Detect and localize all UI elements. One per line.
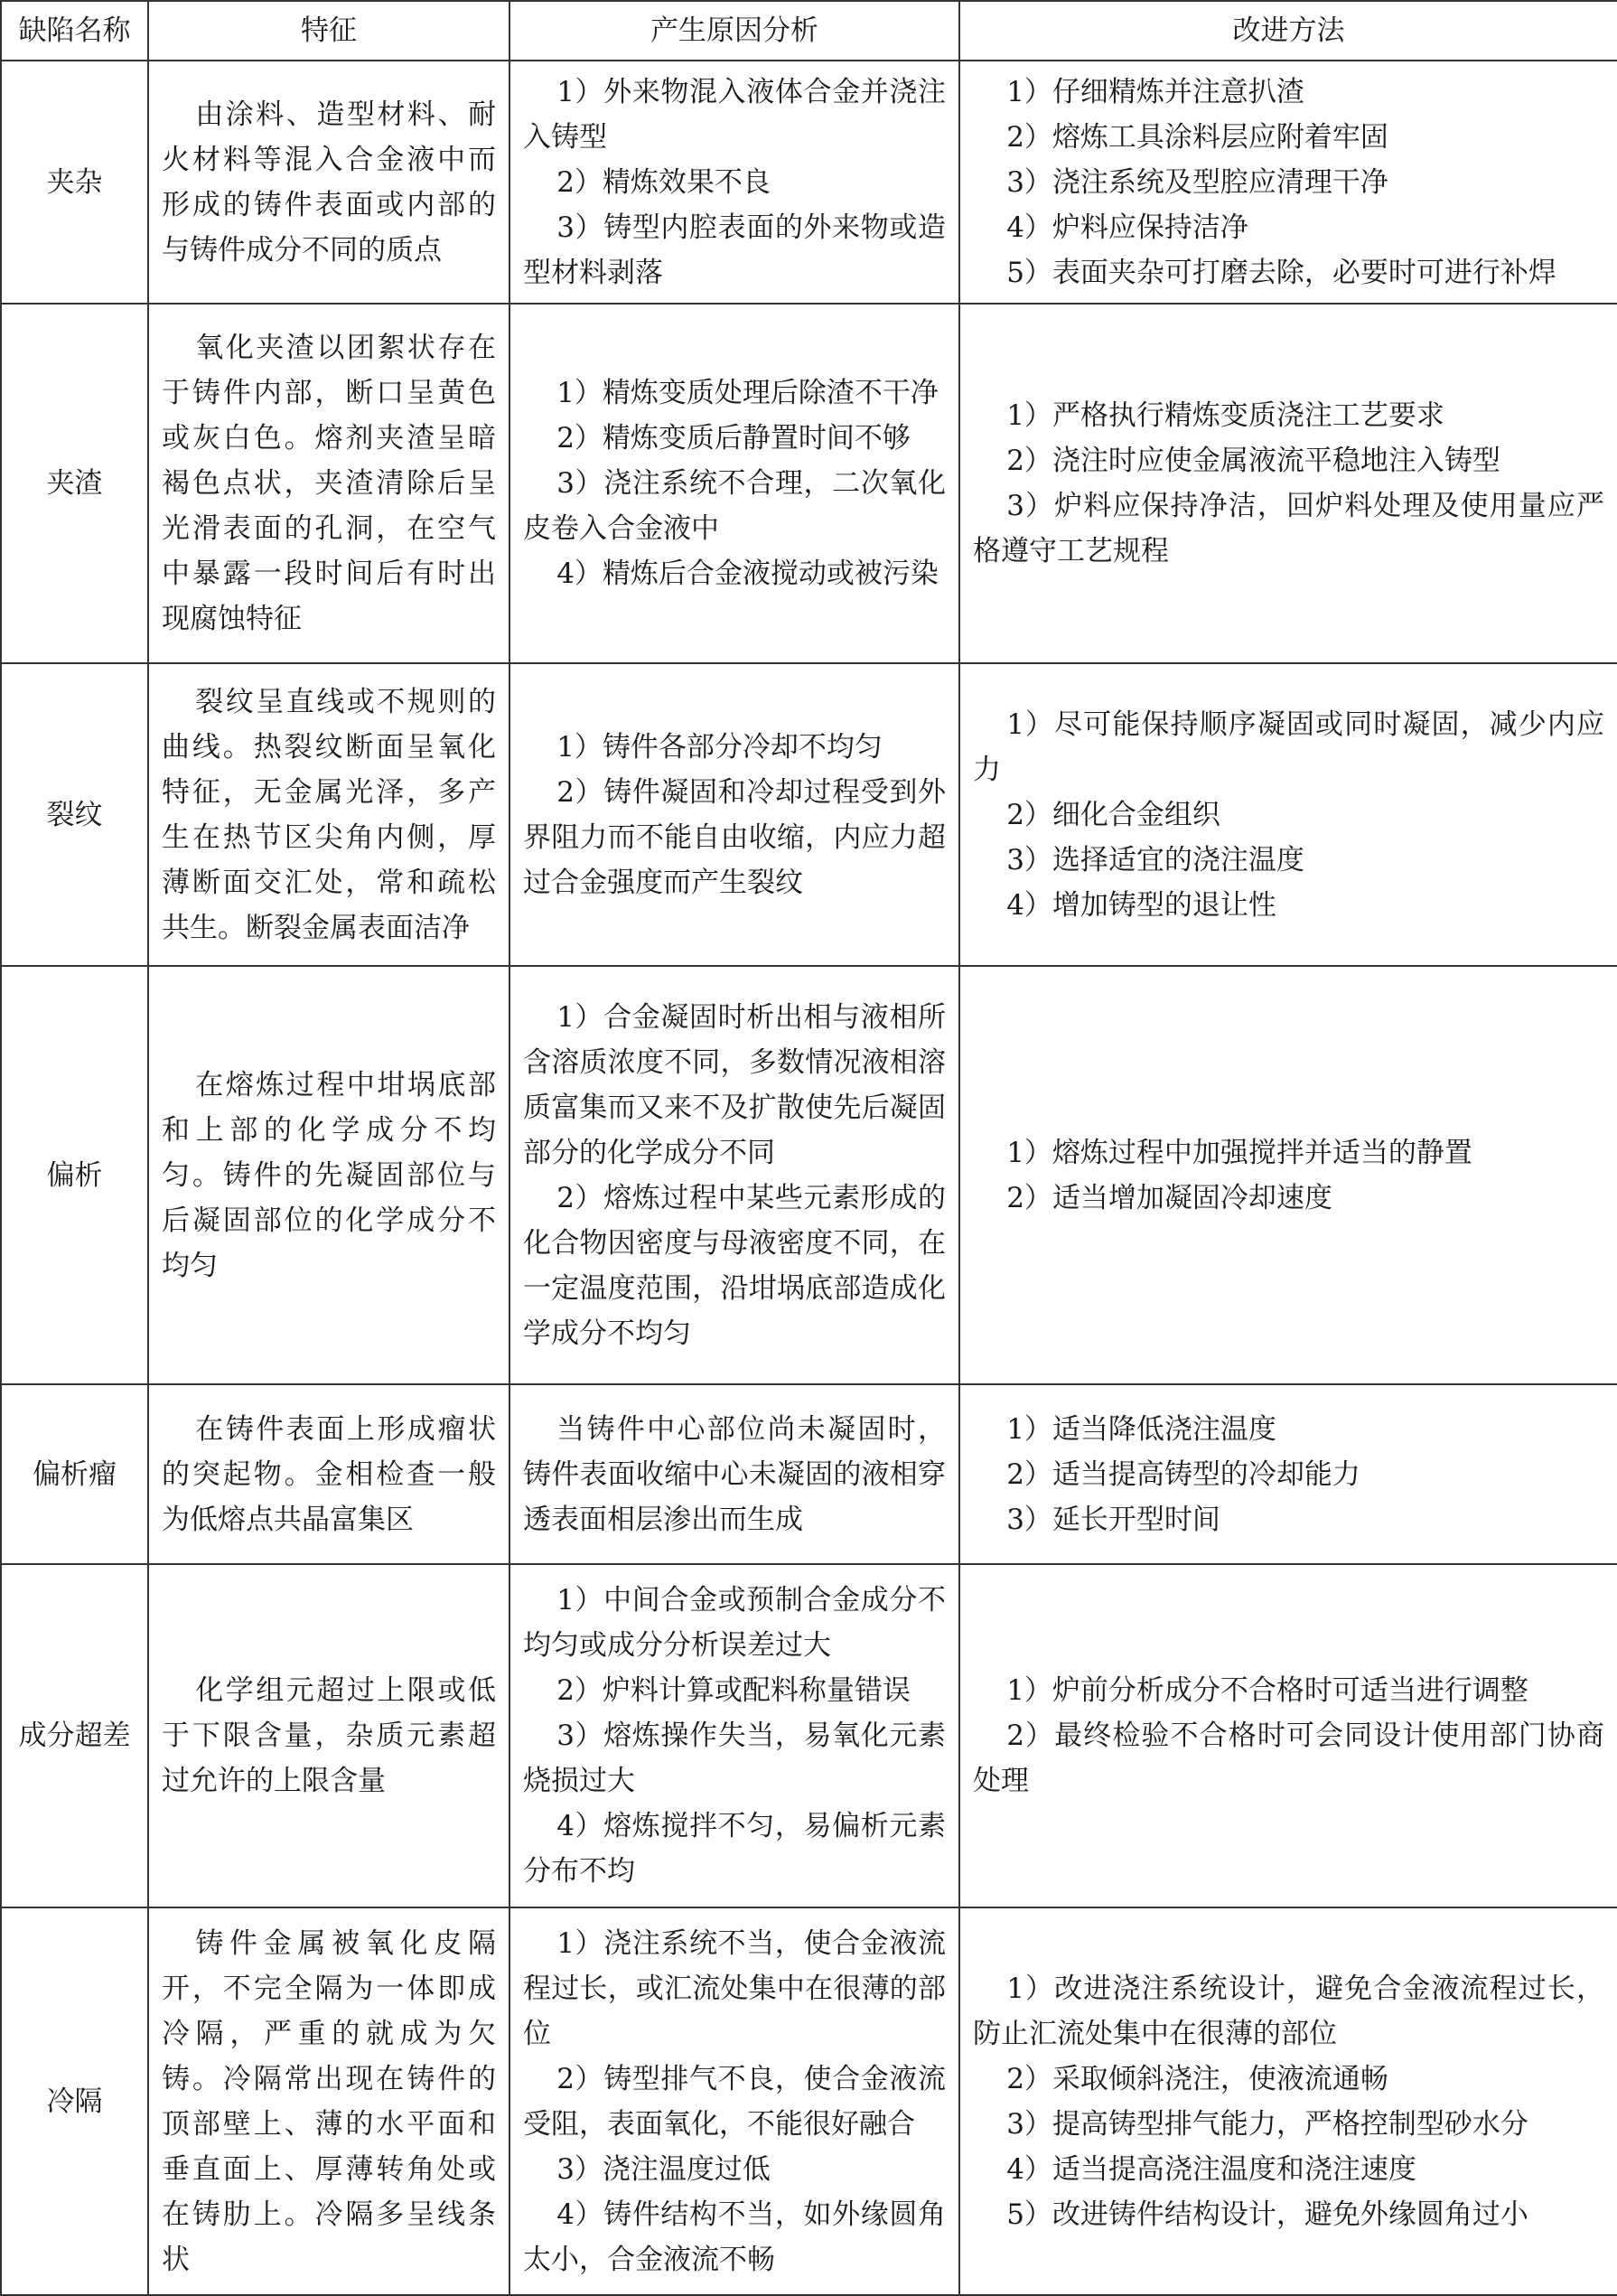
defect-fixes: [959, 304, 1617, 663]
cause-item: 1）铸件各部分冷却不均匀: [556, 730, 883, 764]
defect-name: 冷隔: [1, 1907, 148, 2295]
defect-causes: [509, 966, 959, 1384]
fix-item: 2）熔炼工具涂料层应附着牢固: [1006, 120, 1388, 154]
fix-item: 4）炉料应保持洁净: [1006, 211, 1248, 244]
defect-fixes: [959, 1564, 1617, 1907]
fix-item: 5）表面夹杂可打磨去除，必要时可进行补焊: [1006, 256, 1556, 289]
cause-item: 4）精炼后合金液搅动或被污染: [556, 558, 939, 590]
fix-item: 3）浇注系统及型腔应清理干净: [1006, 165, 1388, 199]
fix-item: 3）炉料应保持净洁，回炉料处理及使用量应严格遵守工艺规程: [973, 490, 1604, 567]
defect-feature: [148, 61, 509, 304]
header-row: [1, 1, 1617, 61]
header-feature: 特征: [148, 1, 509, 61]
cause-item: 2）精炼效果不良: [556, 165, 771, 199]
table-row: [1, 1564, 1617, 1907]
table-row: [1, 663, 1617, 966]
defect-name: 成分超差: [1, 1564, 148, 1907]
defect-causes: [509, 1384, 959, 1564]
cause-item: 2）熔炼过程中某些元素形成的化合物因密度与母液密度不同，在一定温度范围，沿坩埚底部造成化学成分不均匀: [523, 1181, 946, 1350]
defect-name: 夹杂: [1, 61, 148, 304]
cause-item: 3）熔炼操作失当，易氧化元素烧损过大: [523, 1720, 946, 1797]
defect-name: 偏析瘤: [1, 1384, 148, 1564]
defect-causes: [509, 61, 959, 304]
fix-item: 2）最终检验不合格时可会同设计使用部门协商处理: [973, 1720, 1604, 1797]
fix-item: 2）采取倾斜浇注，使液流通畅: [1006, 2062, 1388, 2095]
defect-causes: [509, 304, 959, 663]
defect-name: 偏析: [1, 966, 148, 1384]
fix-item: 1）炉前分析成分不合格时可适当进行调整: [1006, 1674, 1528, 1707]
fix-item: 1）适当降低浇注温度: [1006, 1412, 1276, 1446]
feature-text: 裂纹呈直线或不规则的曲线。热裂纹断面呈氧化特征，无金属光泽，多产生在热节区尖角内侧，厚薄断面交汇处，常和疏松共生。断裂金属表面洁净: [162, 685, 496, 944]
cause-item: 4）铸件结构不当，如外缘圆角太小，合金液流不畅: [523, 2198, 946, 2276]
fix-item: 5）改进铸件结构设计，避免外缘圆角过小: [1006, 2198, 1528, 2231]
defect-causes: [509, 1564, 959, 1907]
defect-feature: [148, 966, 509, 1384]
header-cause: 产生原因分析: [509, 1, 959, 61]
fix-item: 1）尽可能保持顺序凝固或同时凝固，减少内应力: [973, 708, 1604, 786]
header-defect-name: 缺陷名称: [1, 1, 148, 61]
defect-fixes: [959, 663, 1617, 966]
table-row: [1, 61, 1617, 304]
defect-feature: [148, 663, 509, 966]
header-fix: 改进方法: [959, 1, 1617, 61]
feature-text: 氧化夹渣以团絮状存在于铸件内部，断口呈黄色或灰白色。熔剂夹渣呈暗褐色点状，夹渣清除后呈光滑表面的孔洞，在空气中暴露一段时间后有时出现腐蚀特征: [162, 332, 496, 635]
defect-fixes: [959, 1907, 1617, 2295]
defect-fixes: [959, 61, 1617, 304]
feature-text: 化学组元超过上限或低于下限含量，杂质元素超过允许的上限含量: [162, 1674, 496, 1797]
fix-item: 2）适当增加凝固冷却速度: [1006, 1181, 1332, 1214]
feature-text: 由涂料、造型材料、耐火材料等混入合金液中而形成的铸件表面或内部的与铸件成分不同的质点: [162, 98, 496, 267]
fix-item: 3）选择适宜的浇注温度: [1006, 843, 1304, 876]
cause-item: 3）浇注温度过低: [556, 2152, 771, 2186]
table-row: [1, 304, 1617, 663]
feature-text: 铸件金属被氧化皮隔开，不完全隔为一体即成冷隔，严重的就成为欠铸。冷隔常出现在铸件的顶部壁上、薄的水平面和垂直面上、厚薄转角处或在铸肋上。冷隔多呈线条状: [162, 1926, 496, 2276]
fix-item: 4）适当提高浇注温度和浇注速度: [1006, 2152, 1416, 2186]
defect-fixes: [959, 1384, 1617, 1564]
cause-item: 2）精炼变质后静置时间不够: [556, 422, 911, 455]
cause-item: 2）铸型排气不良，使合金液流受阻，表面氧化，不能很好融合: [523, 2062, 946, 2141]
fix-item: 1）熔炼过程中加强搅拌并适当的静置: [1006, 1136, 1472, 1169]
defect-fixes: [959, 966, 1617, 1384]
cause-item: 1）精炼变质处理后除渣不干净: [556, 377, 939, 409]
table-row: [1, 966, 1617, 1384]
cause-item: 3）浇注系统不合理，二次氧化皮卷入合金液中: [523, 467, 946, 545]
cause-item: 1）浇注系统不当，使合金液流程过长，或汇流处集中在很薄的部位: [523, 1926, 946, 2050]
fix-item: 4）增加铸型的退让性: [1006, 888, 1276, 922]
cause-item: 1）中间合金或预制合金成分不均匀或成分分析误差过大: [523, 1584, 946, 1662]
defect-causes: [509, 1907, 959, 2295]
fix-item: 1）仔细精炼并注意扒渣: [1006, 75, 1304, 108]
defect-name: 裂纹: [1, 663, 148, 966]
defect-name: 夹渣: [1, 304, 148, 663]
fix-item: 2）浇注时应使金属液流平稳地注入铸型: [1006, 445, 1500, 477]
fix-item: 2）细化合金组织: [1006, 798, 1220, 831]
defect-feature: [148, 304, 509, 663]
feature-text: 在铸件表面上形成瘤状的突起物。金相检查一般为低熔点共晶富集区: [162, 1412, 496, 1536]
fix-item: 3）延长开型时间: [1006, 1503, 1220, 1536]
defect-feature: [148, 1384, 509, 1564]
cause-item: 当铸件中心部位尚未凝固时，铸件表面收缩中心未凝固的液相穿透表面相层渗出而生成: [523, 1412, 946, 1536]
cause-item: 3）铸型内腔表面的外来物或造型材料剥落: [523, 211, 946, 289]
cause-item: 1）外来物混入液体合金并浇注入铸型: [523, 75, 946, 154]
fix-item: 3）提高铸型排气能力，严格控制型砂水分: [1006, 2107, 1528, 2141]
cause-item: 1）合金凝固时析出相与液相所含溶质浓度不同，多数情况液相溶质富集而又来不及扩散使先后凝固部分的化学成分不同: [523, 1000, 946, 1169]
table-row: [1, 1384, 1617, 1564]
defect-feature: [148, 1907, 509, 2295]
defect-feature: [148, 1564, 509, 1907]
cause-item: 2）铸件凝固和冷却过程受到外界阻力而不能自由收缩，内应力超过合金强度而产生裂纹: [523, 775, 946, 899]
table-row: [1, 1907, 1617, 2295]
cause-item: 4）熔炼搅拌不匀，易偏析元素分布不均: [523, 1810, 946, 1888]
cause-item: 2）炉料计算或配料称量错误: [556, 1674, 911, 1707]
fix-item: 1）改进浇注系统设计，避免合金液流程过长，防止汇流处集中在很薄的部位: [973, 1972, 1604, 2050]
defect-causes: [509, 663, 959, 966]
fix-item: 2）适当提高铸型的冷却能力: [1006, 1457, 1360, 1491]
feature-text: 在熔炼过程中坩埚底部和上部的化学成分不均匀。铸件的先凝固部位与后凝固部位的化学成分不均匀: [162, 1068, 496, 1282]
fix-item: 1）严格执行精炼变质浇注工艺要求: [1006, 399, 1444, 432]
